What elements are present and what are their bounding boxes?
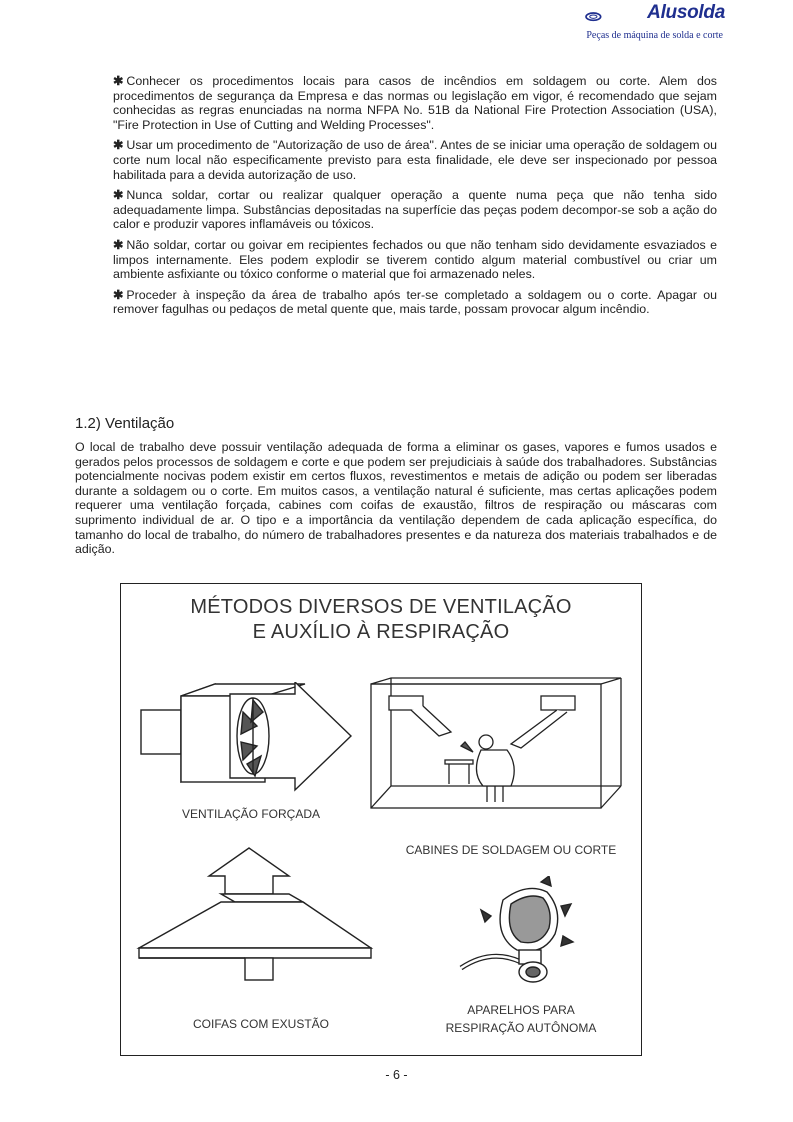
bullet-item: ✱ Não soldar, cortar ou goivar em recipientes fechados ou que não tenham sido devidamente esvaziados e limpos internamente. Eles podem explodir se tiverem contido algum material combustível ou criar um ambiente asfixiante ou tóxico conforme o material que foi armazenado neles.: [113, 237, 717, 282]
alusolda-logo-mark: [585, 4, 635, 32]
ventilation-figure: [120, 583, 642, 1056]
asterisk-icon: ✱: [113, 138, 124, 153]
asterisk-icon: ✱: [113, 188, 124, 203]
asterisk-icon: ✱: [113, 287, 124, 302]
asterisk-icon: ✱: [113, 237, 124, 252]
respirator-illustration: [451, 876, 601, 996]
welding-booth-illustration: [361, 676, 631, 816]
bullet-item: ✱ Usar um procedimento de "Autorização de uso de área". Antes de se iniciar uma operação de soldagem ou corte num local não especificamente previsto para esta finalidade, ele deve ser inspecionado por pessoa habilitada para a devida autorização de uso.: [113, 138, 717, 182]
caption-welding-booth: CABINES DE SOLDAGEM OU CORTE: [405, 843, 617, 857]
bullet-item: ✱ Nunca soldar, cortar ou realizar qualquer operação a quente numa peça que não tenha sido adequadamente limpa. Substâncias depositadas na superfície das peças podem decompor-se sob a ação do calor e produzir vapores inflamáveis ou tóxicos.: [113, 188, 717, 232]
fire-safety-bullets: [113, 74, 717, 323]
brand-name: Alusolda: [647, 2, 725, 23]
section-title: 1.2) Ventilação: [75, 415, 175, 432]
forced-ventilation-illustration: [135, 682, 355, 792]
caption-respirator-line2: RESPIRAÇÃO AUTÔNOMA: [445, 1021, 597, 1035]
figure-title-line1: MÉTODOS DIVERSOS DE VENTILAÇÃO: [190, 596, 572, 618]
brand-tagline: Peças de máquina de solda e corte: [586, 30, 723, 41]
exhaust-hood-illustration: [135, 846, 375, 1006]
figure-title-line2: E AUXÍLIO À RESPIRAÇÃO: [252, 621, 510, 643]
caption-forced-ventilation: VENTILAÇÃO FORÇADA: [181, 807, 321, 821]
asterisk-icon: ✱: [113, 74, 124, 88]
bullet-item: ✱ Conhecer os procedimentos locais para casos de incêndios em soldagem ou corte. Alem dos procedimentos de segurança da Empresa e das normas ou legislação em vigor, é recomendado que sejam conhecidas as regras enunciadas na norma NFPA No. 51B da National Fire Protection Association (USA), "Fire Protection in Use of Cutting and Welding Processes".: [113, 74, 717, 132]
section-body: O local de trabalho deve possuir ventilação adequada de forma a eliminar os gases, vapores e fumos usados e gerados pelos processos de soldagem e corte e que podem ser prejudiciais à saúde dos trabalhadores. Substâncias potencialmente nocivas podem existir em certos fluxos, revestimentos e metais de adição ou podem ser liberadas durante a soldagem ou o corte. Em muitos casos, a ventilação natural é suficiente, mas certas aplicações podem requerer uma ventilação forçada, cabines com coifas de exaustão, filtros de respiração ou máscaras com suprimento individual de ar. O tipo e a importância da ventilação dependem de cada aplicação específica, do tamanho do local de trabalho, do número de trabalhadores presentes e da natureza dos materiais trabalhados e de adição.: [75, 440, 717, 557]
caption-exhaust-hood: COIFAS COM EXUSTÃO: [192, 1017, 330, 1031]
bullet-item: ✱ Proceder à inspeção da área de trabalho após ter-se completado a soldagem ou o corte. Apagar ou remover fagulhas ou pedaços de metal quente que, mais tarde, possam provocar algum incêndio.: [113, 287, 717, 317]
page-number: - 6 -: [385, 1068, 408, 1082]
caption-respirator-line1: APARELHOS PARA: [467, 1003, 575, 1017]
